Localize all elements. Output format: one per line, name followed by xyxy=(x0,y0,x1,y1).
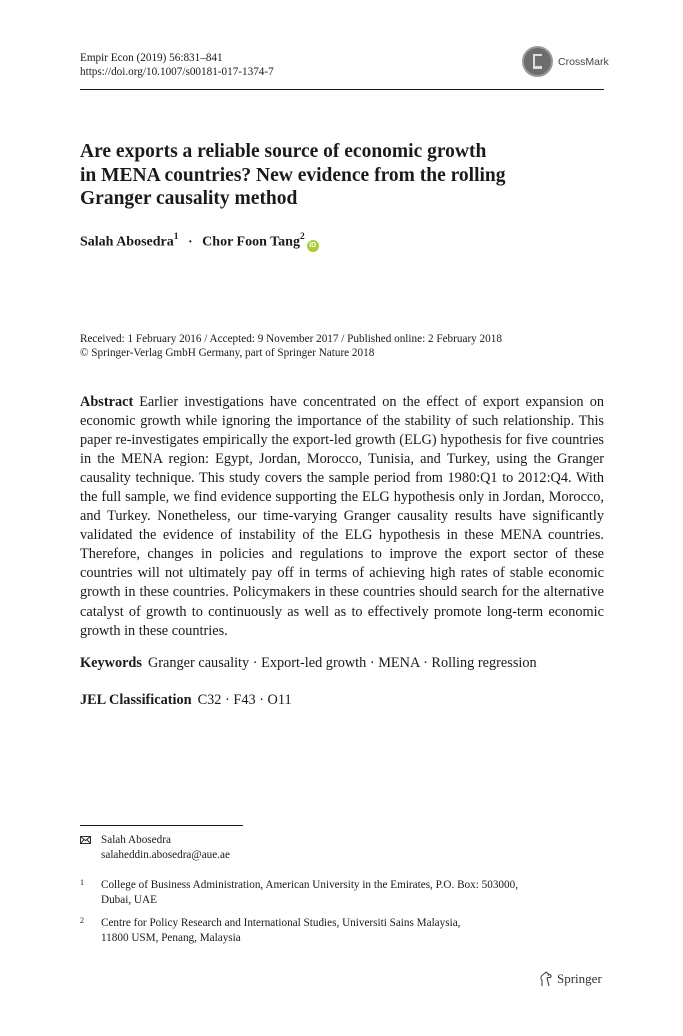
title-line: Are exports a reliable source of economic growth xyxy=(80,141,487,162)
journal-citation: Empir Econ (2019) 56:831–841 xyxy=(80,52,223,64)
author-affiliation-mark: 2 xyxy=(299,232,305,242)
envelope-icon xyxy=(80,836,91,844)
affiliation xyxy=(80,878,580,908)
affiliation-number: 1 xyxy=(80,878,84,887)
correspondence-email[interactable]: salaheddin.abosedra@aue.ae xyxy=(101,849,230,861)
publication-history xyxy=(80,332,502,360)
title-line: Granger causality method xyxy=(80,188,298,209)
orcid-icon[interactable]: iD xyxy=(307,240,319,252)
abstract-label: Abstract xyxy=(80,394,134,410)
correspondence-name: Salah Abosedra xyxy=(101,834,171,846)
crossmark-icon xyxy=(522,46,553,77)
author-name[interactable]: Salah Abosedra xyxy=(80,234,174,250)
publisher-name: Springer xyxy=(557,971,602,986)
keywords xyxy=(80,655,537,672)
affiliation-number: 2 xyxy=(80,916,84,925)
crossmark-label: CrossMark xyxy=(558,55,609,68)
footnote-rule xyxy=(80,825,243,826)
header-rule xyxy=(80,89,604,90)
affiliation xyxy=(80,916,580,946)
correspondence xyxy=(80,833,230,863)
keywords-text: Granger causality · Export-led growth · MENA · Rolling regression xyxy=(147,655,537,671)
paper-title xyxy=(80,140,600,211)
affiliation-line: Dubai, UAE xyxy=(101,894,157,906)
keywords-label: Keywords xyxy=(80,655,142,671)
author-affiliation-mark: 1 xyxy=(173,232,179,242)
title-line: in MENA countries? New evidence from the rolling xyxy=(80,164,506,186)
jel-text: C32 · F43 · O11 xyxy=(197,692,292,708)
journal-header xyxy=(80,51,274,79)
doi-link[interactable]: https://doi.org/10.1007/s00181-017-1374-7 xyxy=(80,66,274,78)
author-list xyxy=(80,233,319,252)
author-name[interactable]: Chor Foon Tang xyxy=(202,234,300,250)
springer-horse-icon xyxy=(539,971,553,987)
abstract xyxy=(80,393,604,641)
crossmark-button[interactable] xyxy=(522,46,609,77)
affiliation-line: College of Business Administration, American University in the Emirates, P.O. Box: 503000, xyxy=(101,879,519,891)
jel-classification xyxy=(80,692,292,709)
jel-label: JEL Classification xyxy=(80,692,192,708)
abstract-text: Earlier investigations have concentrated on the effect of export expansion on economic growth while ignoring the importance of the stability of such relationship. This paper re-investigates empirically the export-led growth (ELG) hypothesis for five countries in the MENA region: Egypt, Jordan, Morocco, Tunisia, and Turkey, using the Granger causality technique. This study covers the sample period from 1980:Q1 to 2012:Q4. With the full sample, we find evidence supporting the ELG hypothesis only in Jordan, Morocco, and Turkey. Nonetheless, our time-varying Granger causality results have significantly validated the evidence of instability of the ELG hypothesis in these MENA countries. Therefore, changes in policies and regulations to improve the export sector of these countries will not ultimately pay off in terms of achieving high rates of stable economic growth in these countries. Policymakers in these countries should search for the alternative catalyst of growth to continuously as well as to effectively promote long-term economic growth in these countries. xyxy=(80,394,604,639)
affiliation-line: 11800 USM, Penang, Malaysia xyxy=(101,932,241,944)
dates-line: Received: 1 February 2016 / Accepted: 9 November 2017 / Published online: 2 February 2018 xyxy=(80,333,502,345)
affiliation-line: Centre for Policy Research and International Studies, Universiti Sains Malaysia, xyxy=(101,917,461,929)
publisher-logo xyxy=(539,971,602,987)
copyright-line: © Springer-Verlag GmbH Germany, part of Springer Nature 2018 xyxy=(80,347,375,359)
author-separator: · xyxy=(188,234,193,250)
